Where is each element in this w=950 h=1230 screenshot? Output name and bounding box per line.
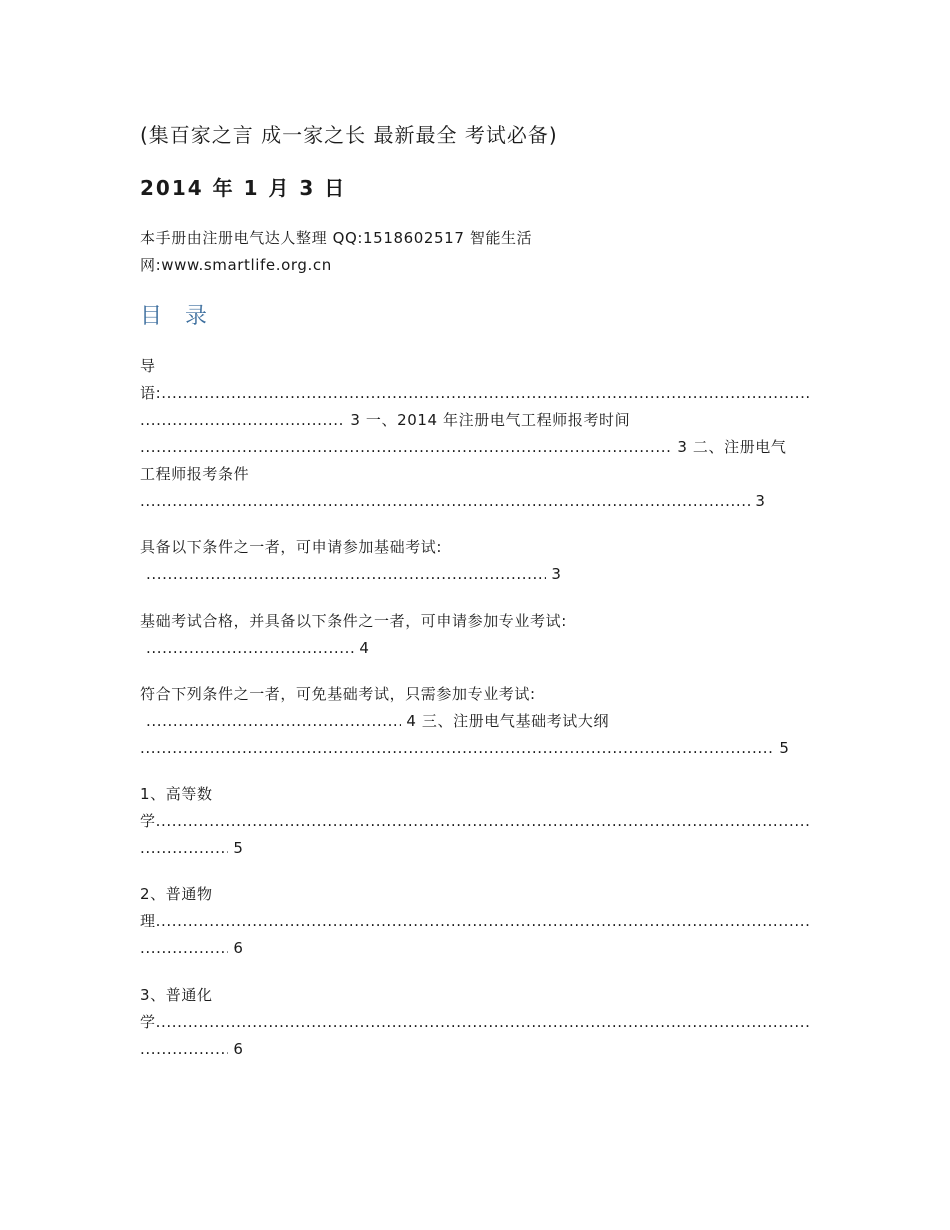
toc-entry-pre: 1、高等数 [140, 785, 213, 803]
toc-entry-tail [140, 1039, 244, 1059]
toc-entry-tail [140, 938, 244, 958]
toc-entry-label: 二、注册电气 [692, 438, 787, 456]
toc-entry-label: 理 [140, 912, 156, 930]
toc-leader [140, 1039, 228, 1059]
credit-line-1: 本手册由注册电气达人整理 QQ:1518602517 智能生活 [140, 229, 533, 247]
toc-page-number[interactable]: 6 [233, 939, 244, 957]
toc-entry-tail [146, 711, 609, 731]
toc-entry-label: 一、2014 年注册电气工程师报考时间 [365, 411, 631, 429]
toc-entry-label: 具备以下条件之一者，可申请参加基础考试: [140, 538, 443, 556]
toc-entry-label: 基础考试合格，并具备以下条件之一者，可申请参加专业考试: [140, 612, 567, 630]
toc-leader [146, 711, 401, 731]
toc-leader [140, 838, 228, 858]
toc-title: 目 录 [140, 304, 215, 329]
toc-page-number[interactable]: 3 [755, 492, 766, 510]
toc-entry-label: 符合下列条件之一者，可免基础考试，只需参加专业考试: [140, 685, 536, 703]
toc-page-number[interactable]: 3 [677, 438, 688, 456]
toc-entry-tail [146, 564, 562, 584]
toc-leader [140, 437, 672, 457]
toc-entry-pre: 3、普通化 [140, 986, 213, 1004]
toc-leader [140, 738, 774, 758]
toc-leader [140, 383, 810, 403]
toc-entry-label: 学 [140, 812, 156, 830]
toc-entry-tail [140, 410, 630, 430]
toc-entry-tail [140, 738, 790, 758]
credit-line-2: 网:www.smartlife.org.cn [140, 256, 332, 274]
toc-leader [140, 491, 750, 511]
toc-page-number[interactable]: 5 [233, 839, 244, 857]
document-date: 2014 年 1 月 3 日 [140, 176, 347, 200]
toc-page-number[interactable]: 3 [551, 565, 562, 583]
toc-entry-tail [140, 437, 787, 457]
toc-page-number[interactable]: 3 [350, 411, 361, 429]
toc-entry-tail [140, 838, 244, 858]
toc-leader [146, 564, 546, 584]
document-subtitle: (集百家之言 成一家之长 最新最全 考试必备) [140, 123, 558, 147]
toc-entry-pre: 导 [140, 357, 156, 375]
toc-entry-label: 三、注册电气基础考试大纲 [421, 712, 610, 730]
toc-entry-tail [140, 491, 766, 511]
toc-page-number[interactable]: 4 [406, 712, 417, 730]
toc-entry-label: 工程师报考条件 [140, 465, 250, 483]
toc-page-number[interactable]: 6 [233, 1040, 244, 1058]
toc-entry-pre: 2、普通物 [140, 885, 213, 903]
toc-leader [140, 938, 228, 958]
toc-leader [140, 1012, 810, 1032]
toc-leader [140, 410, 345, 430]
toc-leader [140, 811, 810, 831]
toc-page-number[interactable]: 5 [779, 739, 790, 757]
toc-leader [146, 638, 354, 658]
toc-leader [140, 911, 810, 931]
toc-entry-tail [146, 638, 370, 658]
toc-entry-label: 语: [140, 384, 162, 402]
toc-entry-label: 学 [140, 1013, 156, 1031]
toc-page-number[interactable]: 4 [359, 639, 370, 657]
